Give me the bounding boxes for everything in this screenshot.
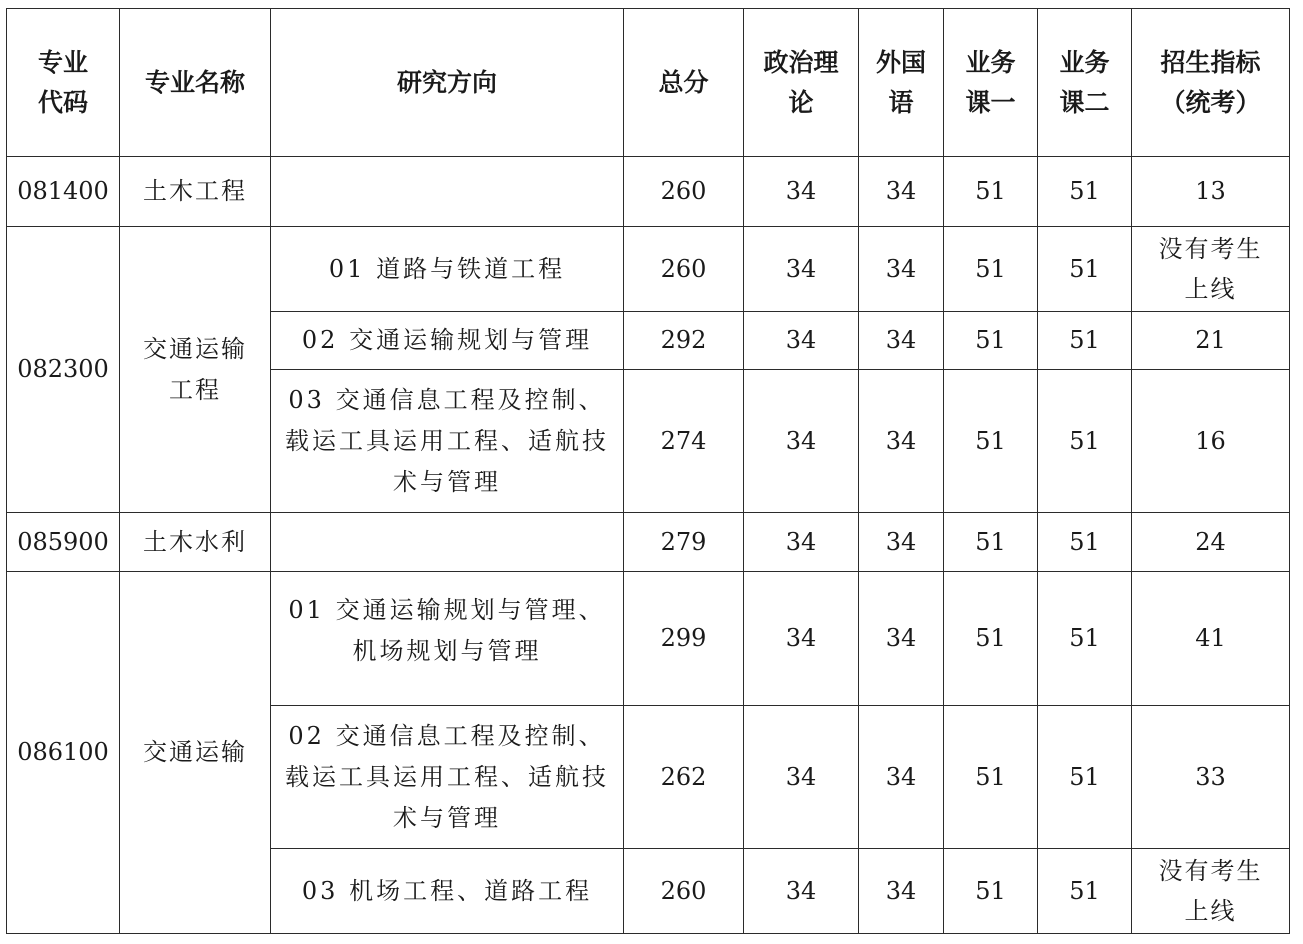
- header-name-text: 专业名称: [144, 67, 245, 97]
- research-direction: 03 机场工程、道路工程: [271, 849, 624, 934]
- politics-score: 34: [744, 513, 859, 572]
- header-direction-text: 研究方向: [396, 67, 497, 97]
- foreign-score: 34: [859, 157, 944, 227]
- course2-score: 51: [1038, 227, 1132, 312]
- major-name: [120, 513, 271, 572]
- table-row: [7, 572, 1290, 706]
- foreign-score: 34: [859, 227, 944, 312]
- quota-line: 没有考生: [1158, 235, 1263, 263]
- course1-score: 51: [944, 227, 1038, 312]
- major-code: 086100: [7, 572, 120, 934]
- course1-score: 51: [944, 157, 1038, 227]
- total-score: 260: [624, 849, 744, 934]
- direction-line: 机场规划与管理: [352, 637, 542, 665]
- quota: [1132, 227, 1290, 312]
- major-name-line: 土木工程: [143, 177, 247, 205]
- header-direction: [271, 9, 624, 157]
- course1-score: 51: [944, 513, 1038, 572]
- foreign-score: 34: [859, 370, 944, 513]
- research-direction: [271, 513, 624, 572]
- research-direction: [271, 572, 624, 706]
- header-total: [624, 9, 744, 157]
- header-name: [120, 9, 271, 157]
- header-foreign: [859, 9, 944, 157]
- header-course1: [944, 9, 1038, 157]
- course1-score: 51: [944, 572, 1038, 706]
- header-course1-line1: 业务: [965, 47, 1016, 77]
- table-row: [7, 227, 1290, 312]
- politics-score: 34: [744, 370, 859, 513]
- header-politics-line2: 论: [788, 87, 814, 117]
- header-code-line1: 专业: [37, 47, 88, 77]
- major-name: [120, 572, 271, 934]
- direction-line: 02 交通信息工程及控制、: [288, 721, 606, 750]
- total-score: 279: [624, 513, 744, 572]
- header-quota-line1: 招生指标: [1160, 47, 1261, 77]
- foreign-score: 34: [859, 513, 944, 572]
- research-direction: 01 道路与铁道工程: [271, 227, 624, 312]
- direction-line: 术与管理: [393, 803, 501, 832]
- quota: 33: [1132, 706, 1290, 849]
- course1-score: 51: [944, 312, 1038, 370]
- quota: 21: [1132, 312, 1290, 370]
- quota: 24: [1132, 513, 1290, 572]
- foreign-score: 34: [859, 312, 944, 370]
- total-score: 274: [624, 370, 744, 513]
- foreign-score: 34: [859, 849, 944, 934]
- course1-score: 51: [944, 849, 1038, 934]
- total-score: 260: [624, 227, 744, 312]
- quota-line: 没有考生: [1158, 857, 1263, 885]
- course2-score: 51: [1038, 513, 1132, 572]
- course1-score: 51: [944, 370, 1038, 513]
- quota: 16: [1132, 370, 1290, 513]
- major-name: [120, 157, 271, 227]
- header-quota: [1132, 9, 1290, 157]
- course2-score: 51: [1038, 849, 1132, 934]
- direction-line: 载运工具运用工程、适航技: [285, 426, 609, 455]
- header-foreign-line2: 语: [888, 87, 914, 117]
- table-row: [7, 513, 1290, 572]
- quota: 41: [1132, 572, 1290, 706]
- politics-score: 34: [744, 227, 859, 312]
- politics-score: 34: [744, 157, 859, 227]
- major-name-line: 工程: [169, 375, 221, 404]
- header-course2-line2: 课二: [1059, 87, 1110, 117]
- politics-score: 34: [744, 706, 859, 849]
- course2-score: 51: [1038, 572, 1132, 706]
- politics-score: 34: [744, 849, 859, 934]
- course1-score: 51: [944, 706, 1038, 849]
- direction-line: 01 交通运输规划与管理、: [288, 596, 606, 624]
- foreign-score: 34: [859, 572, 944, 706]
- research-direction: 02 交通运输规划与管理: [271, 312, 624, 370]
- politics-score: 34: [744, 312, 859, 370]
- header-politics-line1: 政治理: [763, 47, 839, 77]
- major-name-line: 交通运输: [143, 738, 247, 766]
- header-course2-line1: 业务: [1059, 47, 1110, 77]
- table-row: [7, 157, 1290, 227]
- header-total-text: 总分: [658, 67, 709, 97]
- total-score: 292: [624, 312, 744, 370]
- total-score: 260: [624, 157, 744, 227]
- research-direction: [271, 157, 624, 227]
- course2-score: 51: [1038, 370, 1132, 513]
- politics-score: 34: [744, 572, 859, 706]
- major-name-line: 土木水利: [143, 527, 247, 556]
- direction-line: 术与管理: [393, 467, 501, 496]
- major-code: 085900: [7, 513, 120, 572]
- course2-score: 51: [1038, 157, 1132, 227]
- header-code: [7, 9, 120, 157]
- header-politics: [744, 9, 859, 157]
- quota: 13: [1132, 157, 1290, 227]
- direction-line: 03 交通信息工程及控制、: [288, 385, 606, 414]
- header-quota-line2: （统考）: [1160, 87, 1261, 117]
- header-course1-line2: 课一: [965, 87, 1016, 117]
- research-direction: [271, 370, 624, 513]
- total-score: 299: [624, 572, 744, 706]
- research-direction: [271, 706, 624, 849]
- major-name-line: 交通运输: [143, 334, 247, 363]
- course2-score: 51: [1038, 706, 1132, 849]
- header-course2: [1038, 9, 1132, 157]
- major-code: 081400: [7, 157, 120, 227]
- admission-score-table: [6, 8, 1290, 934]
- header-row: [7, 9, 1290, 157]
- quota: [1132, 849, 1290, 934]
- course2-score: 51: [1038, 312, 1132, 370]
- major-name: [120, 227, 271, 513]
- major-code: 082300: [7, 227, 120, 513]
- foreign-score: 34: [859, 706, 944, 849]
- quota-line: 上线: [1184, 275, 1237, 303]
- header-code-line2: 代码: [37, 87, 88, 117]
- quota-line: 上线: [1184, 897, 1237, 925]
- total-score: 262: [624, 706, 744, 849]
- header-foreign-line1: 外国: [875, 47, 926, 77]
- direction-line: 载运工具运用工程、适航技: [285, 762, 609, 791]
